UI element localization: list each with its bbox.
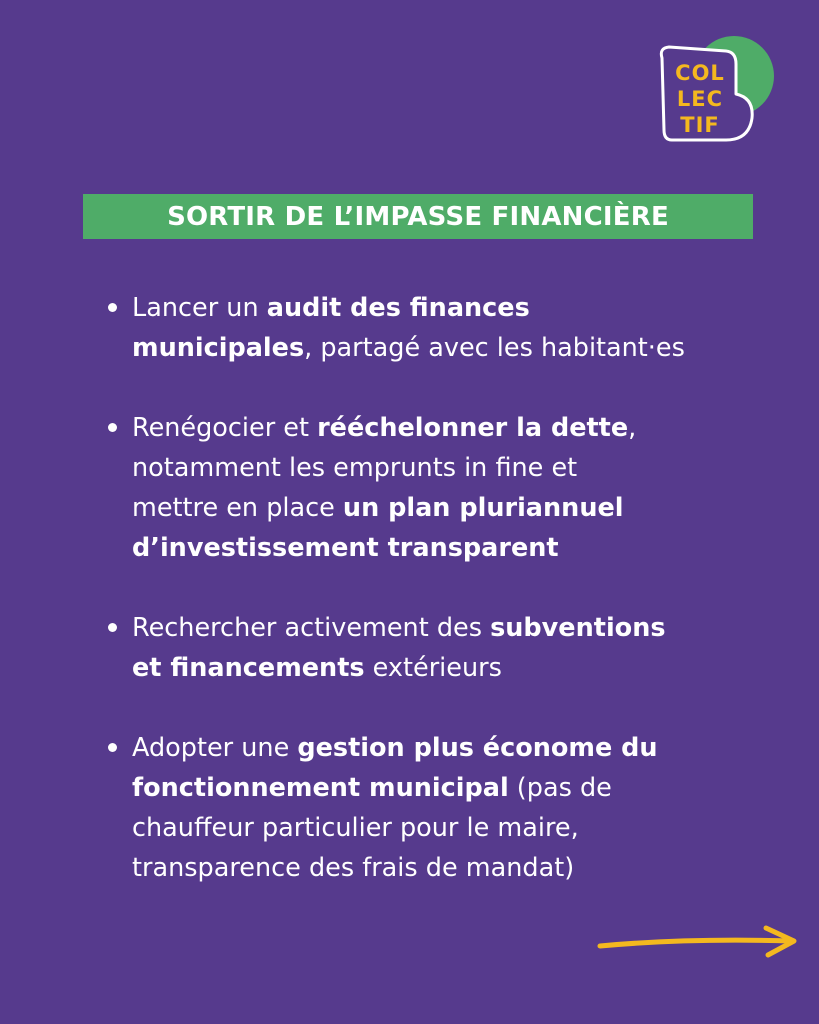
bullet-text-bold: et financements xyxy=(132,653,365,683)
bullet-item-2 xyxy=(108,408,748,568)
bullet-text-bold: d’investissement transparent xyxy=(132,533,559,563)
collectif-logo xyxy=(652,28,776,152)
bullet-text-bold: un plan pluriannuel xyxy=(342,493,624,523)
bullet-dot-icon xyxy=(108,743,117,752)
bullet-text-bold: subventions xyxy=(490,613,666,643)
bullet-text xyxy=(132,293,685,363)
bullet-text-regular: Renégocier et xyxy=(132,413,318,443)
bullet-text-regular: Lancer un xyxy=(132,293,267,323)
bullet-dot-icon xyxy=(108,303,117,312)
bullet-item-1 xyxy=(108,288,748,368)
bullet-text-bold: rééchelonner la dette xyxy=(317,413,629,443)
page-title: SORTIR DE L’IMPASSE FINANCIÈRE xyxy=(167,201,669,232)
bullet-text-bold: municipales xyxy=(132,333,305,363)
bullet-text xyxy=(132,733,658,883)
bullet-text xyxy=(132,413,636,563)
bullet-text-regular: transparence des frais de mandat) xyxy=(132,853,575,883)
arrow-right-icon[interactable] xyxy=(596,922,802,964)
bullet-text-bold: gestion plus économe du xyxy=(297,733,658,763)
bullet-text-regular: Rechercher activement des xyxy=(132,613,491,643)
bullet-list xyxy=(108,288,748,888)
bullet-text-regular: notamment les emprunts in fine et xyxy=(132,453,578,483)
bullet-text-regular: mettre en place xyxy=(132,493,343,523)
title-banner xyxy=(83,194,753,239)
logo-text-line-3: TIF xyxy=(680,113,720,137)
bullet-dot-icon xyxy=(108,623,117,632)
logo-text-line-2: LEC xyxy=(676,87,724,111)
bullet-dot-icon xyxy=(108,423,117,432)
bullet-text-bold: fonctionnement municipal xyxy=(132,773,509,803)
bullet-text-regular: extérieurs xyxy=(364,653,502,683)
bullet-text-regular: (pas de xyxy=(508,773,612,803)
bullet-text-bold: audit des finances xyxy=(266,293,530,323)
bullet-text-regular: chauffeur particulier pour le maire, xyxy=(132,813,579,843)
bullet-text-regular: Adopter une xyxy=(132,733,298,763)
bullet-text-regular: , xyxy=(628,413,637,443)
bullet-text-regular: , partagé avec les habitant·es xyxy=(304,333,685,363)
bullet-item-3 xyxy=(108,608,748,688)
bullet-item-4 xyxy=(108,728,748,888)
logo-text-line-1: COL xyxy=(675,61,725,85)
bullet-text xyxy=(132,613,666,683)
